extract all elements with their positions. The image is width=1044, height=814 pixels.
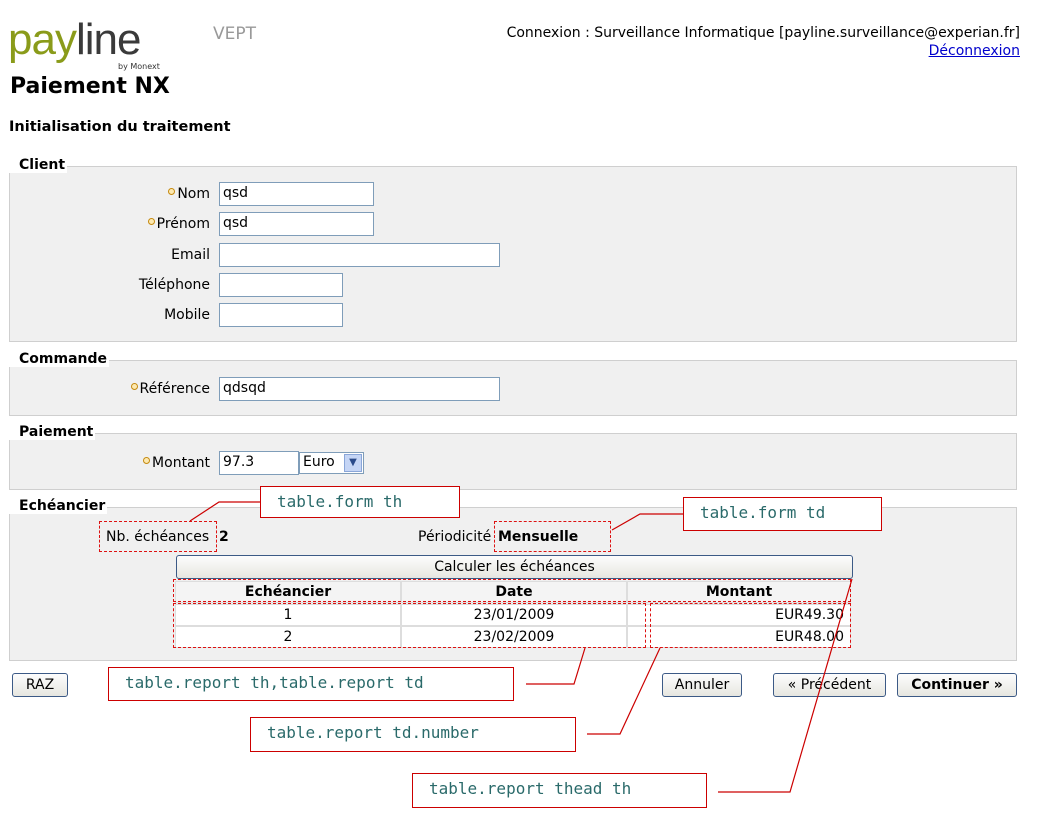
header-echeancier: Echéancier <box>175 581 401 603</box>
prenom-label: Prénom <box>100 216 210 232</box>
logo-line: line <box>75 15 141 64</box>
header-date: Date <box>401 581 627 603</box>
annotation-form-td: table.form td <box>683 497 882 531</box>
annotation-report-number: table.report td.number <box>250 717 576 752</box>
previous-button[interactable]: « Précédent <box>773 673 886 697</box>
paiement-legend: Paiement <box>1 424 95 440</box>
cell-montant: EUR49.30 <box>627 604 851 626</box>
logo-pay: pay <box>8 15 76 64</box>
nb-echeances-label: Nb. échéances <box>106 529 210 545</box>
nom-label: Nom <box>100 186 210 202</box>
currency-select[interactable]: Euro ▼ <box>299 452 364 474</box>
prenom-input[interactable]: qsd <box>219 212 374 236</box>
environment-label: VEPT <box>213 24 257 44</box>
annotation-form-th: table.form th <box>260 486 460 518</box>
header-montant: Montant <box>627 581 851 603</box>
periodicite-value: Mensuelle <box>498 529 579 545</box>
echeancier-legend: Echéancier <box>1 498 107 514</box>
periodicite-label: Périodicité <box>418 529 492 545</box>
calculate-schedule-button[interactable]: Calculer les échéances <box>176 555 853 579</box>
client-legend: Client <box>1 157 67 173</box>
reference-label: Référence <box>100 381 210 397</box>
annotation-report-th-td: table.report th,table.report td <box>108 667 514 701</box>
montant-label: Montant <box>100 455 210 471</box>
cell-montant: EUR48.00 <box>627 626 851 648</box>
cell-echeancier: 1 <box>175 604 401 626</box>
cancel-button[interactable]: Annuler <box>662 673 742 697</box>
telephone-label: Téléphone <box>138 277 210 293</box>
logo-subtitle: by Monext <box>118 62 160 71</box>
continue-button[interactable]: Continuer » <box>897 673 1017 697</box>
section-title: Initialisation du traitement <box>9 119 231 135</box>
cell-date: 23/01/2009 <box>401 604 627 626</box>
mobile-label: Mobile <box>164 307 210 323</box>
chevron-down-icon: ▼ <box>344 454 362 472</box>
email-label: Email <box>171 247 210 263</box>
raz-button[interactable]: RAZ <box>12 673 68 697</box>
cell-date: 23/02/2009 <box>401 626 627 648</box>
reference-input[interactable]: qdsqd <box>219 377 500 401</box>
connection-info: Connexion : Surveillance Informatique [payline.surveillance@experian.fr] <box>506 25 1020 41</box>
cell-echeancier: 2 <box>175 626 401 648</box>
logout-link[interactable]: Déconnexion <box>928 43 1020 59</box>
page-title: Paiement NX <box>10 74 170 99</box>
commande-legend: Commande <box>1 351 109 367</box>
annotation-report-thead: table.report thead th <box>412 773 707 808</box>
nb-echeances-value: 2 <box>219 529 229 545</box>
nom-input[interactable]: qsd <box>219 182 374 206</box>
montant-input[interactable]: 97.3 <box>219 451 299 475</box>
